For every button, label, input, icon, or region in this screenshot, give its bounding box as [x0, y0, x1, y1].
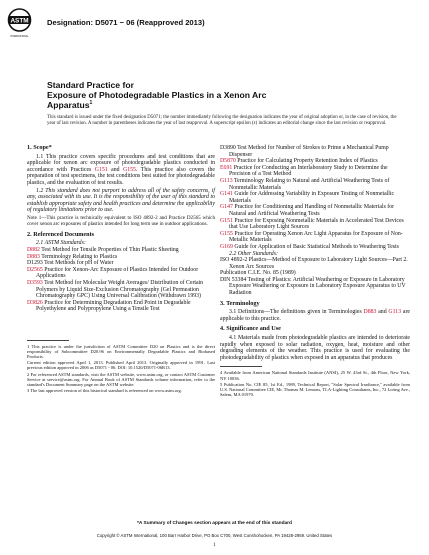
- footnote-divider: [27, 340, 69, 341]
- right-reference-list: [220, 145, 410, 251]
- title-line-3: Apparatus: [47, 100, 90, 110]
- reference-item: D3826 Practice for Determining Degradation End Point in Degradable Polyethylene and Polypropylene Using a Tensile Test: [27, 299, 191, 313]
- left-column: [27, 145, 215, 394]
- summary-of-changes-note: *A Summary of Changes section appears at the end of this standard: [137, 521, 292, 526]
- other-reference-item: ISO 4892-2 Plastics—Method of Exposure to Laboratory Light Sources—Part 2. Xenon Arc Sources: [220, 257, 408, 270]
- copyright-line: Copyright © ASTM International, 100 Barr Harbor Drive, PO Box C700, West Conshohocken, PA 19428-2959. United States: [96, 533, 333, 538]
- other-reference-item: Publication C.I.E. No. 85 (1989): [220, 270, 296, 277]
- designation: Designation: D5071 − 06 (Reapproved 2013): [47, 18, 205, 27]
- link-g155[interactable]: G155: [123, 166, 136, 173]
- para-1-1: 1.1 This practice covers specific procedures and test conditions that are applicable for xenon arc exposure of photodegradable plastics conducted in accordance with Practices G151 and G155. This practice also covers the preparation of test specimens, the test conditions best suited for photodegradable plastics, and the evaluation of test results.: [27, 153, 215, 186]
- astm-standards-label: 2.1 ASTM Standards:: [36, 240, 86, 247]
- footnote-3: 3 The last approved version of this historical standard is referenced on www.astm.org.: [27, 388, 182, 394]
- issued-statement: This standard is issued under the fixed designation D5071; the number immediately following the designation indicates the year of original adoption or, in the case of revision, the year of last revision. A number in parentheses indicates the year of last reapproval. A superscript epsilon (ε) indicates an editorial change since the last revision or reapproval.: [47, 115, 397, 126]
- reference-item: G169 Guide for Application of Basic Statistical Methods to Weathering Tests: [220, 243, 399, 250]
- para-3-1: 3.1 Definitions—The definitions given in Terminologies D883 and G113 are applicable to this practice.: [220, 309, 410, 322]
- ref-code-link[interactable]: G169: [220, 243, 233, 250]
- page-number: 1: [213, 543, 216, 548]
- reference-item: D3593 Test Method for Molecular Weight Averages/ Distribution of Certain Polymers by Liquid Size-Exclusion Chromatography (Gel Permeation Chromatography GPC) Using Universal Calibration (Withdrawn 1993): [27, 279, 204, 300]
- ref-code-link[interactable]: D883: [27, 253, 40, 260]
- ref-code-link[interactable]: G141: [220, 191, 233, 198]
- reference-item: E691 Practice for Conducting an Interlaboratory Study to Determine the Precision of a Test Method: [220, 164, 388, 178]
- other-reference-item: DIN 53384 Testing of Plastics: Artificial Weathering or Exposure in Laboratory Exposure Weathering or Exposure in Laboratory Exposure Apparatus to UV Radiation: [220, 276, 406, 297]
- right-column: [220, 145, 410, 398]
- reference-item: D882 Test Method for Tensile Properties of Thin Plastic Sheeting: [27, 246, 179, 253]
- scope-heading: 1. Scope*: [27, 144, 52, 151]
- footnote-1: 1 This practice is under the jurisdiction of ASTM Committee D20 on Plastics and is the direct responsibility of Subcommittee D20.96 on Environmentally Degradable Plastics and Biobased Products.: [27, 343, 215, 360]
- title-line-2: Exposure of Photodegradable Plastics in a Xenon Arc: [47, 90, 267, 100]
- link-g151[interactable]: G151: [94, 166, 108, 173]
- reference-item: D3890 Test Method for Number of Strokes to Prime a Mechanical Pump Dispenser: [220, 145, 389, 158]
- link-d883[interactable]: D883: [363, 309, 377, 316]
- footnote-2: 2 For referenced ASTM standards, visit the ASTM website, www.astm.org, or contact ASTM Customer Service at service@astm.org. For Annual Book of ASTM Standards volume information, refer to the standard's Document Summary page on the ASTM website.: [27, 371, 215, 387]
- svg-text:INTERNATIONAL: INTERNATIONAL: [10, 36, 29, 38]
- reference-item: G151 Practice for Exposing Nonmetallic Materials in Accelerated Test Devices that Use Laboratory Light Sources: [220, 217, 404, 231]
- title-footnote-mark: 1: [89, 100, 93, 107]
- ref-code: D3890: [220, 145, 236, 151]
- footnote-divider: [220, 366, 262, 367]
- reference-item: D2565 Practice for Xenon-Arc Exposure of Plastics Intended for Outdoor Applications: [27, 266, 199, 280]
- ref-code-link[interactable]: E691: [220, 164, 233, 171]
- para-1-2: 1.2 This standard does not purport to address all of the safety concerns, if any, associated with its use. It is the responsibility of the user of this standard to establish appropriate safety and health practices and determine the applicability of regulatory limitations prior to use.: [27, 187, 215, 214]
- title-line-1: Standard Practice for: [47, 80, 134, 90]
- referenced-documents-heading: 2. Referenced Documents: [27, 230, 95, 238]
- left-reference-list: [27, 247, 215, 313]
- reference-item: D5870 Practice for Calculating Property Retention Index of Plastics: [220, 158, 378, 165]
- reference-item: G155 Practice for Operating Xenon Arc Light Apparatus for Exposure of Non-Metallic Materials: [220, 230, 403, 244]
- ref-code-link[interactable]: G147: [220, 204, 233, 211]
- footnote-1-edition: Current edition approved April 1, 2013. Published April 2013. Originally approved in 1991. Last previous edition approved in 2006 as D5071 - 06. DOI: 10.1520/D5071-06R13.: [27, 360, 215, 371]
- reference-item: D1293 Test Methods for pH of Water: [27, 260, 114, 267]
- ref-code-link[interactable]: D3593: [27, 279, 43, 286]
- reference-item: G147 Practice for Conditioning and Handling of Nonmetallic Materials for Natural and Artificial Weathering Tests: [220, 204, 395, 217]
- note-1: Note 1—This practice is technically equivalent to ISO 4892-2 and Practice D2565 which cover xenon arc exposures of plastics intended for long term use in outdoor applications.: [27, 214, 215, 227]
- ref-code: D1293: [27, 260, 43, 267]
- ref-code-link[interactable]: D5870: [220, 158, 236, 165]
- ref-code-link[interactable]: D2565: [27, 266, 43, 273]
- footnote-4: 4 Available from American National Standards Institute (ANSI), 25 W. 43rd St., 4th Floor, New York, NY 10036.: [220, 370, 410, 381]
- significance-heading: 4. Significance and Use: [220, 325, 281, 333]
- ref-code-link[interactable]: D3826: [27, 299, 43, 306]
- reference-item: G113 Terminology Relating to Natural and Artificial Weathering Tests of Nonmetallic Materials: [220, 177, 390, 191]
- footnote-5: 5 Publication No. CIE 85, 1st Ed., 1989, Technical Report, "Solar Spectral Irradiance," available from U.S. National Committee CIE, Mr. Thomas M. Lemons, TLA-Lighting Consultants, Inc., 72 Loring Ave., Salem, MA 01970.: [220, 381, 410, 397]
- reference-item: G141 Guide for Addressing Variability in Exposure Testing of Nonmetallic Materials: [220, 191, 395, 204]
- ref-code-link[interactable]: G155: [220, 230, 233, 237]
- ref-code-link[interactable]: G113: [220, 177, 233, 184]
- ref-code-link[interactable]: G151: [220, 217, 233, 224]
- reference-item: D883 Terminology Relating to Plastics: [27, 253, 118, 260]
- terminology-heading: 3. Terminology: [220, 299, 260, 307]
- link-g113[interactable]: G113: [388, 309, 402, 316]
- document-title: [47, 80, 377, 110]
- svg-text:ASTM: ASTM: [10, 17, 29, 25]
- other-standards-label: 2.2 Other Standards:: [229, 250, 278, 257]
- para-4-1: 4.1 Materials made from photodegradable plastics are intended to deteriorate rapidly when exposed to solar radiation, oxygen, heat, moisture and other degrading elements of the weather. This practice is used for evaluating the photodegradability of plastics when exposed in an apparatus that produces: [220, 335, 410, 361]
- ref-code-link[interactable]: D882: [27, 246, 40, 253]
- astm-logo: [6, 7, 33, 41]
